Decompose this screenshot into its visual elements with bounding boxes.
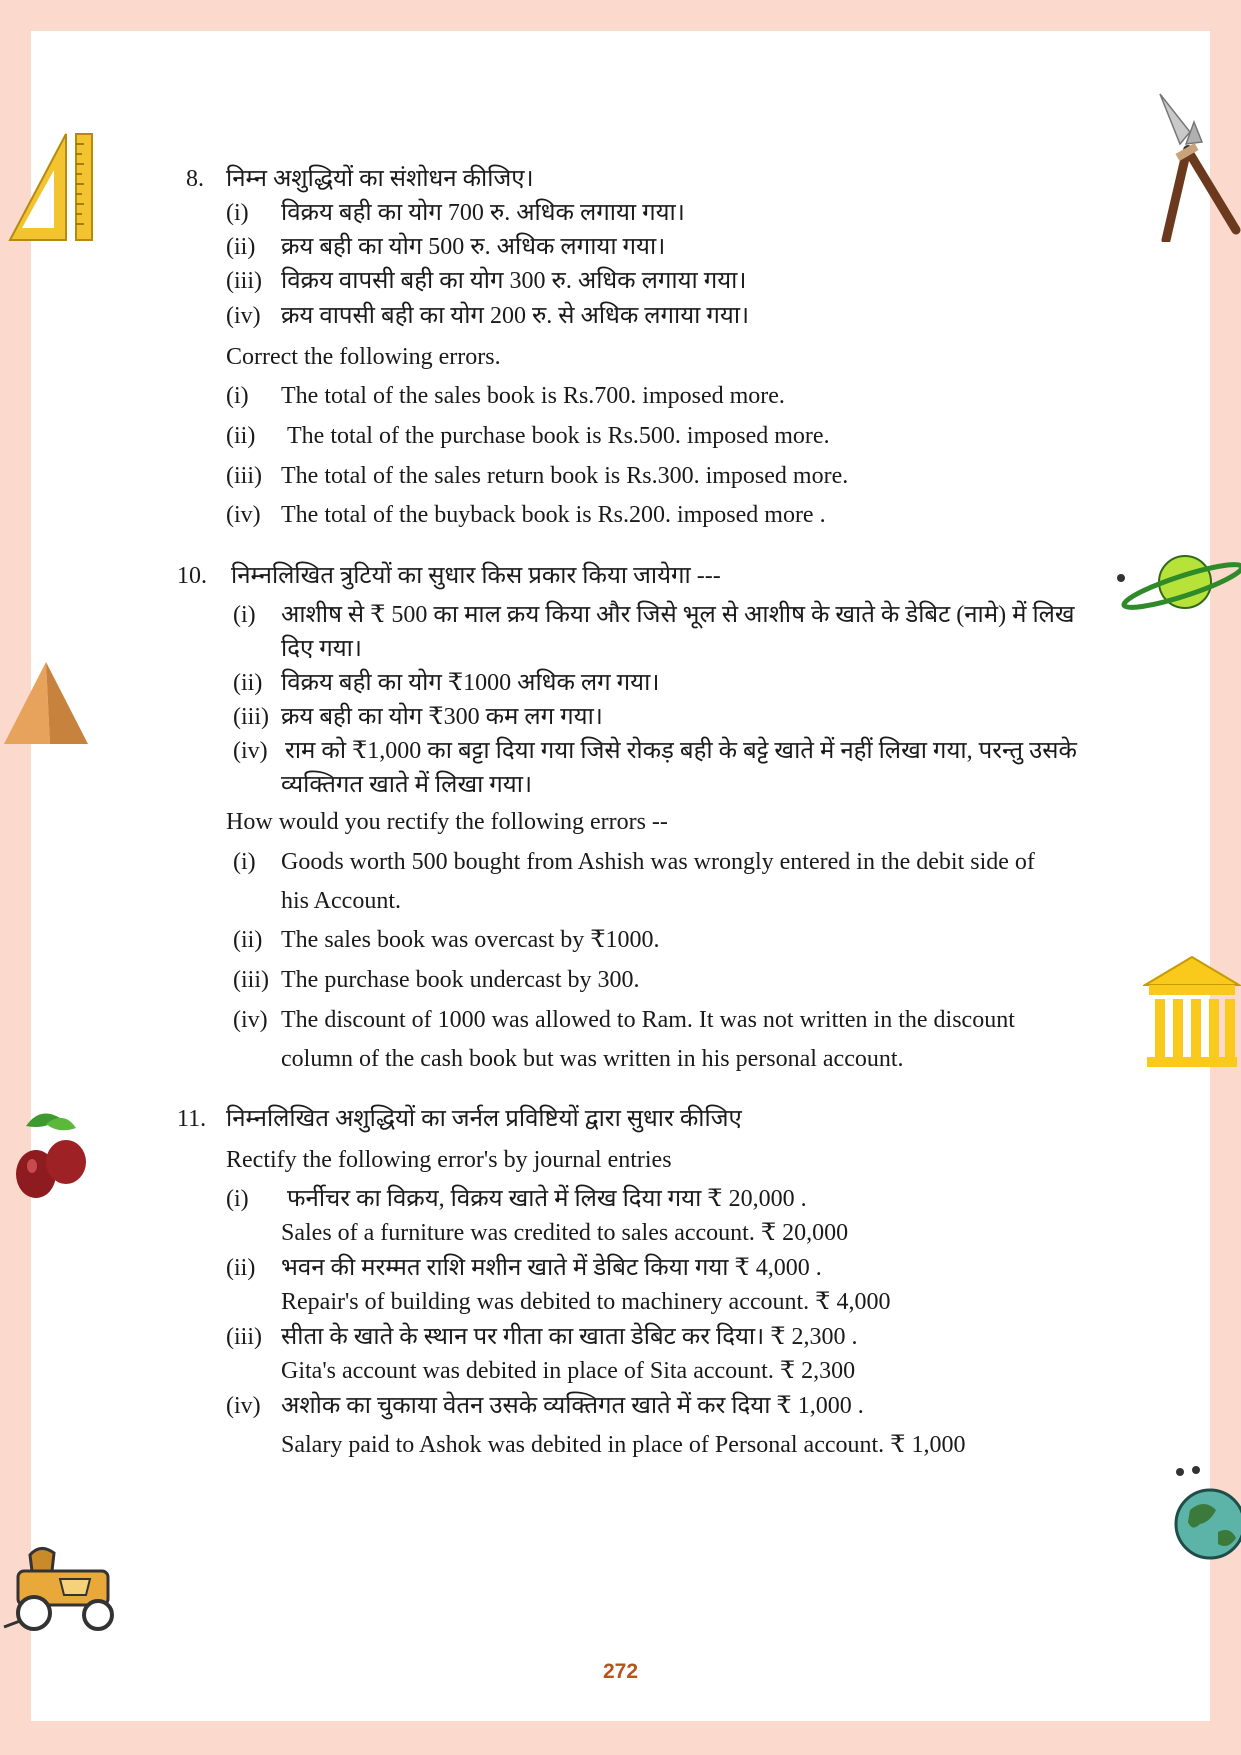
q11-title-english: Rectify the following error's by journal entries xyxy=(226,1147,672,1173)
q11-item-english: Repair's of building was debited to machinery account. ₹ 4,000 xyxy=(281,1289,891,1315)
pyramid-icon xyxy=(2,660,90,746)
page-number: 272 xyxy=(602,1660,639,1683)
q10-number: 10. xyxy=(177,563,207,589)
q10-hi-item-continuation: दिए गया। xyxy=(281,636,362,662)
q10-hi-item-continuation: व्यक्तिगत खाते में लिखा गया। xyxy=(281,772,533,798)
cherries-icon xyxy=(6,1104,90,1204)
globe-icon xyxy=(1170,1466,1241,1566)
q11-item-english: Sales of a furniture was credited to sales account. ₹ 20,000 xyxy=(281,1220,849,1246)
q10-title-hindi: निम्नलिखित त्रुटियों का सुधार किस प्रकार किया जायेगा --- xyxy=(231,563,721,589)
q10-title-english: How would you rectify the following errors -- xyxy=(226,809,668,835)
page-content: 8. निम्न अशुद्धियों का संशोधन कीजिए। (i) विक्रय बही का योग 700 रु. अधिक लगाया गया। (ii) क्रय बही का योग 500 रु. अधिक लगाया गया। (iii) विक्रय वापसी बही का योग 300 रु. अधिक लगाया गया। (iv) क्रय वापसी बही का योग 200 रु. से अधिक लगाया गया। Correct the following errors. (i) The total of the sales book is Rs.700. imposed more. (ii) The total of the purchase book is Rs.500. imposed more. (iii) The total of the sales return book is Rs.300. imposed more. (iv) The total of the buyback book is Rs.200. imposed more . 10. निम्नलिखित त्रुटियों का सुधार किस प्रकार किया जायेगा --- (i) आशीष से ₹ 500 का माल क्रय किया और जिसे भूल से आशीष के खाते के डेबिट (नामे) में लिख दिए गया। (ii) विक्रय बही का योग ₹1000 अधिक लग गया। (iii) क्रय बही का योग ₹300 कम लग गया। (iv) राम को ₹1,000 का बट्टा दिया गया जिसे रोकड़ बही के बट्टे खाते में नहीं लिखा गया, परन्तु उसके व्यक्तिगत खाते में लिखा गया। How would you rectify the following errors -- (i) Goods worth 500 bought from Ashish was wrongly entered in the debit side of his Account. (ii) The sales book was overcast by ₹1000. (iii) The purchase book undercast by 300. (iv) The discount of 1000 was allowed to Ram. It was not written in the discount column of the cash book but was written in his personal account. 11. निम्नलिखित अशुद्धियों का जर्नल प्रविष्टियों द्वारा सुधार कीजिए Rectify the following error's by journal entries (i) फर्नीचर का विक्रय, विक्रय खाते में लिख दिया गया ₹ 20,000 . Sales of a furniture was credited to sales account. ₹ 20,000 (ii) भवन की मरम्मत राशि मशीन खाते में डेबिट किया गया ₹ 4,000 . Repair's of building was debited to machinery account. ₹ 4,000 (iii) सीता के खाते के स्थान पर गीता का खाता डेबिट कर दिया। ₹ 2,300 . Gita's account was debited in place of Sita account. ₹ 2,300 (iv) अशोक का चुकाया वेतन उसके व्यक्तिगत खाते में कर दिया ₹ 1,000 . Salary paid to Ashok was debited in place of Personal account. ₹ 1,000 272 xyxy=(31,31,1210,1721)
shears-icon xyxy=(1156,92,1241,242)
q11-title-hindi: निम्नलिखित अशुद्धियों का जर्नल प्रविष्टियों द्वारा सुधार कीजिए xyxy=(226,1106,742,1132)
q8-number: 8. xyxy=(186,166,204,192)
q10-en-item-continuation: column of the cash book but was written in his personal account. xyxy=(281,1046,904,1072)
page-sheet xyxy=(31,31,1210,1721)
q11-number: 11. xyxy=(177,1106,207,1132)
cart-icon xyxy=(0,1535,128,1635)
temple-icon xyxy=(1143,955,1241,1070)
q10-en-item-continuation: his Account. xyxy=(281,888,401,914)
ruler-triangle-icon xyxy=(8,132,98,244)
q11-item-english: Gita's account was debited in place of Sita account. ₹ 2,300 xyxy=(281,1358,856,1384)
q8-title-english: Correct the following errors. xyxy=(226,344,501,370)
q11-item-english: Salary paid to Ashok was debited in place of Personal account. ₹ 1,000 xyxy=(281,1432,966,1458)
q8-title-hindi: निम्न अशुद्धियों का संशोधन कीजिए। xyxy=(226,166,534,192)
planet-icon xyxy=(1113,548,1241,618)
